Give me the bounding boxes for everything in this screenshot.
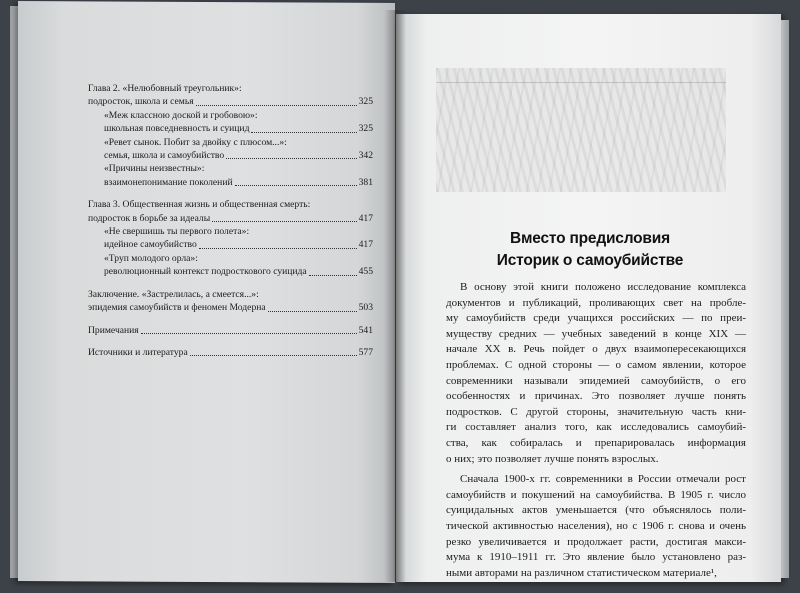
toc-entry: [88, 176, 373, 189]
toc-leader-dots: [206, 172, 371, 173]
toc-entry: [88, 95, 373, 108]
toc-leader-dots: [244, 91, 371, 92]
toc-entry-text: подросток в борьбе за идеалы: [88, 212, 211, 224]
toc-entry-text: Источники и литература: [88, 346, 188, 358]
paragraph: [446, 280, 746, 467]
text-line: проблемах. С одной стороны — о самом явлении, которое: [446, 358, 746, 371]
toc-group: [88, 198, 373, 278]
text-line: Сначала 1900-х гг. современники в России отмечали рост: [460, 473, 746, 486]
chapter-title-line-1: Вместо предисловия: [510, 230, 670, 247]
toc-entry-text: подросток, школа и семья: [88, 96, 194, 108]
paragraph: [446, 472, 746, 581]
toc-entry-text: «Труп молодого орла»:: [104, 252, 198, 264]
toc-entry: [88, 162, 373, 175]
text-line: современники называли эпидемией самоубийств, о его: [446, 374, 746, 387]
toc-entry: [88, 346, 373, 359]
text-line: муществу средних — учебных заведений в конце XIX —: [446, 327, 746, 340]
toc-leader-dots: [212, 220, 356, 222]
text-line: резко увеличивается и продолжает расти, достигая макси-: [446, 535, 746, 548]
toc-page-number: 503: [358, 302, 373, 314]
toc-page-number: 381: [358, 176, 373, 188]
toc-page-number: 455: [358, 266, 373, 278]
toc-entry-text: Глава 3. Общественная жизнь и общественная смерть:: [88, 199, 311, 211]
text-line: му самоубийств среди учащихся российских — по преи-: [446, 312, 746, 325]
toc-entry: [88, 225, 373, 238]
toc-entry: [88, 212, 373, 225]
chapter-title-line-2: Историк о самоубийстве: [496, 252, 684, 269]
text-line: подростков. С другой стороны, значительную часть кни-: [446, 405, 746, 418]
illustration-header-band: [436, 68, 726, 83]
text-line: ными авторами на различном статистическом материале¹,: [446, 566, 717, 579]
toc-leader-dots: [235, 184, 357, 186]
toc-leader-dots: [200, 261, 371, 262]
table-of-contents: [88, 82, 373, 368]
text-line: тической активностью населения), но с 1906 г. снова и очень: [446, 519, 746, 532]
toc-group: [88, 324, 373, 337]
text-line: самоубийств и покушений на самоубийства. В 1905 г. число: [446, 488, 746, 501]
body-text: [446, 280, 746, 581]
toc-leader-dots: [268, 310, 357, 312]
toc-group: [88, 346, 373, 359]
toc-page-number: 577: [358, 346, 373, 358]
toc-entry-text: школьная повседневность и суицид: [104, 123, 250, 135]
faded-illustration: [436, 68, 726, 192]
toc-leader-dots: [141, 332, 357, 334]
toc-entry-text: «Ревет сынок. Побит за двойку с плюсом...»:: [104, 136, 287, 148]
text-line: начале XX в. Речь пойдет о двух взаимопересекающихся: [446, 343, 746, 356]
text-line: суицидальных актов уменьшается (что объяснялось поли-: [446, 504, 746, 517]
toc-leader-dots: [261, 297, 371, 298]
toc-page-number: 417: [358, 239, 373, 251]
toc-page-number: 541: [358, 324, 373, 336]
toc-leader-dots: [309, 274, 357, 276]
toc-page-number: 342: [358, 150, 373, 162]
toc-entry: [88, 238, 373, 251]
toc-entry-text: эпидемия самоубийств и феномен Модерна: [88, 302, 266, 314]
toc-page-number: 325: [358, 123, 373, 135]
toc-entry-text: идейное самоубийство: [104, 239, 197, 251]
toc-entry: [88, 324, 373, 337]
toc-entry: [88, 301, 373, 314]
toc-entry-text: «Не свершишь ты первого полета»:: [104, 226, 250, 238]
toc-entry-text: Заключение. «Застрелилась, а смеется...»:: [88, 288, 259, 300]
toc-leader-dots: [260, 118, 371, 119]
toc-entry: [88, 198, 373, 211]
toc-leader-dots: [196, 104, 357, 106]
toc-entry: [88, 265, 373, 278]
toc-leader-dots: [226, 157, 356, 159]
toc-leader-dots: [251, 131, 356, 133]
toc-leader-dots: [289, 145, 371, 146]
toc-entry-text: семья, школа и самоубийство: [104, 150, 225, 162]
toc-entry-text: Глава 2. «Нелюбовный треугольник»:: [88, 83, 242, 94]
toc-entry-text: революционный контекст подросткового суицида: [104, 266, 307, 278]
right-page-edge: [781, 20, 789, 578]
toc-entry-text: «Меж классною доской и гробовою»:: [104, 109, 258, 121]
toc-entry-text: Примечания: [88, 324, 139, 336]
toc-leader-dots: [251, 234, 371, 235]
toc-entry: [88, 136, 373, 149]
toc-group: [88, 82, 373, 189]
toc-group: [88, 288, 373, 315]
text-line: особенностях и причинах. Это позволяет лучше понять: [446, 390, 746, 403]
text-line: о них; это позволяет лучше понять взрослых.: [446, 452, 659, 465]
toc-page-number: 417: [358, 212, 373, 224]
toc-entry: [88, 149, 373, 162]
text-line: ги составляет анализ того, как исследовались самоубий-: [446, 421, 746, 434]
toc-leader-dots: [190, 354, 357, 356]
toc-entry-text: взаимонепонимание поколений: [104, 176, 233, 188]
toc-entry: [88, 122, 373, 135]
text-line: документов и публикаций, проливающих свет на пробле-: [446, 296, 746, 309]
toc-page-number: 325: [358, 96, 373, 108]
text-line: В основу этой книги положено исследование комплекса: [460, 281, 746, 293]
text-line: ства, как собиралась и препарировалась информация: [446, 436, 746, 449]
toc-entry: [88, 82, 373, 95]
toc-leader-dots: [199, 247, 357, 249]
toc-entry: [88, 252, 373, 265]
toc-leader-dots: [312, 208, 371, 209]
toc-entry: [88, 109, 373, 122]
chapter-heading: [440, 228, 740, 272]
toc-entry-text: «Причины неизвестны»:: [104, 163, 205, 175]
book-spine: [384, 10, 406, 582]
toc-entry: [88, 288, 373, 301]
text-line: мума к 1910–1911 гг. Это явление было установлено раз-: [446, 551, 746, 564]
